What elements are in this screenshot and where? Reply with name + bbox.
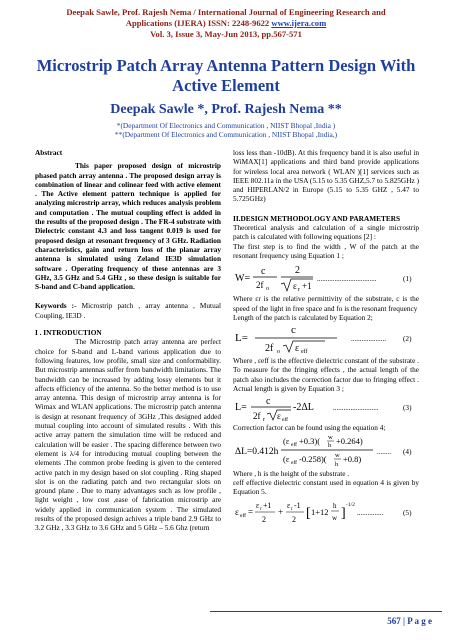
svg-text:+0.8): +0.8)	[343, 453, 362, 464]
eq1-number: (1)	[403, 274, 412, 284]
svg-text:[: [	[306, 505, 311, 521]
svg-text:........: ........	[377, 447, 391, 456]
svg-text:c: c	[291, 324, 296, 337]
keywords-label: Keywords :-	[35, 301, 77, 311]
svg-text:+: +	[278, 506, 284, 517]
svg-text:r: r	[260, 506, 262, 512]
equation-1-graphic	[233, 260, 419, 294]
equation-2	[233, 322, 419, 356]
correction-text: Correction factor can be found using the equation 4;	[233, 423, 386, 433]
page-number: 567 | P a g e	[387, 616, 432, 626]
svg-text:r: r	[291, 506, 293, 512]
svg-text:eff: eff	[291, 441, 298, 448]
abstract-text: This paper proposed design of microstrip phased patch array antenna . The proposed design array is combination of linear and colinear feed with active element . The Active element pattern technique is applied for analyzing microstrip array, which reduces analysis problem and computation . The mutual coupling effect is added in the results of the proposed design . The FR-4 substrate with Dielectric constant 4.3 and loss tangent 0.019 is used for proposed design at resonant frequency of 3 GHz. Radiation characteristics, gain and return loss of the planar array antenna is simulated using Zeland IE3D simulation software . Operating frequency of these antennas are 3 GHz, 3.5 GHz and 5.4 GHz , so these design is suitable for S-band and C-band application.	[35, 161, 221, 292]
svg-text:h: h	[333, 501, 337, 510]
svg-text:o: o	[266, 286, 269, 293]
journal-link[interactable]: www.ijera.com	[271, 18, 327, 28]
journal-header	[0, 7, 452, 40]
svg-text:ΔL=0.412h: ΔL=0.412h	[235, 446, 279, 457]
affiliation-1: *(Department Of Electronics and Communication , NIIST Bhopal ,India )	[116, 121, 336, 130]
svg-text:L=: L=	[235, 402, 247, 414]
svg-text:2: 2	[295, 265, 300, 277]
left-column	[35, 148, 221, 533]
keywords-text: Microstrip patch , array antenna , Mutual Coupling, IE3D .	[35, 301, 221, 320]
eq2-number: (2)	[403, 334, 412, 344]
intro-text: The Microstrip patch array antenna are perfect choice for S-band and L-band various application due to following features, low profile, small size and conformability. But microstrip antennas suffer from bandwidth limitations. The bandwidth can be increased by adding lossy elements but it affects efficiency of the antenna. So the better method is to use array antenna. This design of microstrip array antenna is for Wimax and WLAN applications. The microstrip patch antenna is design at resonant frequency of 3GHz ,This designed added mutual coupling into account of simulated results . With this active array pattern the simulation time will be reduced and calculation will be easier . The spacing difference between two element is λ/4 for introducing mutual coupling between the elements .The common probe feeding is given to the centered active patch in my design based on slot coupling . Ring shaped slot is on the radiating patch and two rectangular slots on ground plane . Due to many advantages such as low profile , light weight , low cost ,ease of fabrication microstrip are widely applied in communication system . The simulated results of the proposed design achives a triple band 2.9 GHz to 3.2 GHz , 3.3 GHz to 3.6 GHz and 5 GHz – 5.6 Ghz (return	[35, 337, 221, 533]
svg-text:(ε: (ε	[283, 453, 290, 464]
svg-text:2f: 2f	[265, 343, 274, 355]
eq5-number: (5)	[403, 507, 412, 517]
header-issn: Applications (IJERA) ISSN: 2248-9622	[125, 18, 270, 28]
svg-text:1+12: 1+12	[311, 506, 329, 517]
svg-text:w: w	[335, 451, 340, 459]
svg-text:c: c	[261, 266, 266, 278]
eq3-number: (3)	[403, 403, 412, 413]
svg-text:..............................: ..................................	[317, 275, 377, 284]
svg-text:-0.258)(: -0.258)(	[299, 453, 327, 464]
equation-5	[233, 497, 419, 527]
equation-4-graphic	[233, 433, 419, 469]
svg-text:=: =	[248, 506, 254, 517]
intro-heading: I . INTRODUCTION	[35, 328, 102, 338]
intro-continued: loss less than -10dB). At this frequency band it is also useful in WiMAX[1] applications and third band provide applications for wireless local area network ( WLAN )[1] services such as IEEE 802.11a in the USA (5.15 to 5.35 GHZ,5.7 to 5.825GHz ) and HIPERLAN/2 in Europe (5.15 to 5.35 GHZ , 5.47 to 5.725GHz)	[233, 148, 419, 204]
equation-3-graphic	[233, 393, 419, 423]
svg-text:+0.264): +0.264)	[336, 435, 363, 446]
svg-text:r: r	[263, 417, 265, 424]
svg-text:r: r	[298, 287, 300, 294]
svg-text:eff: eff	[282, 417, 289, 424]
abstract-heading: Abstract	[35, 148, 63, 157]
svg-text:+1: +1	[302, 281, 312, 292]
svg-text:ε: ε	[277, 411, 281, 422]
svg-text:2f: 2f	[253, 411, 261, 422]
svg-text:ε: ε	[295, 343, 300, 355]
svg-text:ε: ε	[235, 506, 239, 517]
right-column	[233, 148, 419, 527]
where-3: Where , h is the height of the substrate .	[233, 468, 350, 478]
svg-text:h: h	[335, 460, 339, 468]
equation-3	[233, 393, 419, 423]
footer-rule	[210, 611, 442, 612]
method-text-2: The first step is to find the width , W of the patch at the resonant frequency using Equation 1 ;	[233, 241, 419, 260]
paper-authors: Deepak Sawle *, Prof. Rajesh Nema **	[110, 102, 342, 117]
svg-text:(ε: (ε	[283, 435, 290, 446]
svg-text:-1: -1	[294, 500, 301, 510]
svg-text:eff: eff	[301, 349, 308, 356]
equation-1	[233, 260, 419, 294]
header-line-1: Deepak Sawle, Prof. Rajesh Nema / International Journal of Engineering Research and	[66, 7, 386, 17]
svg-text:-1/2: -1/2	[346, 501, 355, 508]
svg-text:2: 2	[292, 514, 296, 524]
where-2: Where , εeff is the effective dielectric constant of the substrate . To measure for the fringing effects , the actual length of the patch also includes the correction factor due to fringing effect . Actual length is given by Equation 3 ;	[233, 356, 419, 394]
affiliation-2: **(Department Of Electronics and Communication , NIIST Bhopal ,India,)	[114, 130, 338, 139]
header-line-3: Vol. 3, Issue 3, May-Jun 2013, pp.567-571	[150, 29, 302, 39]
svg-text:L=: L=	[235, 332, 248, 345]
svg-text:ε: ε	[256, 500, 260, 510]
svg-text:ε: ε	[287, 500, 291, 510]
svg-text:..........................: ..........................	[333, 404, 379, 413]
equation-4	[233, 433, 419, 469]
svg-text:w: w	[328, 433, 333, 441]
svg-text:....................: ....................	[351, 335, 386, 344]
header-line-2	[0, 18, 452, 29]
method-heading: II.DESIGN METHODOLOGY AND PARAMETERS	[233, 213, 401, 223]
svg-text:...............: ...............	[357, 508, 384, 517]
equation-5-graphic	[233, 497, 419, 527]
keywords	[35, 301, 221, 320]
svg-text:]: ]	[341, 505, 346, 521]
svg-text:eff: eff	[240, 512, 247, 519]
svg-text:W=: W=	[235, 273, 251, 285]
equation-2-graphic	[233, 322, 419, 356]
eq4-number: (4)	[403, 446, 412, 456]
svg-text:c: c	[266, 396, 271, 408]
svg-text:2f: 2f	[256, 280, 264, 291]
svg-text:+1: +1	[263, 500, 272, 510]
svg-text:w: w	[332, 513, 338, 522]
svg-text:2: 2	[262, 514, 266, 524]
svg-text:h: h	[328, 441, 332, 449]
svg-text:-2ΔL: -2ΔL	[293, 402, 314, 414]
paper-title: Microstrip Patch Array Antenna Pattern Design With Active Element	[36, 56, 416, 95]
where-4: εeff effective dielectric constant used in equation 4 is given by Equation 5.	[233, 477, 419, 497]
where-1: Where εr is the relative permittivity of the substrate, c is the speed of the light in free space and fo is the resonant frequency	[233, 294, 419, 313]
method-text: Theoretical analysis and calculation of a single microstrip patch is calculated with following equations [2] :	[233, 223, 419, 242]
svg-text:+0.3)(: +0.3)(	[299, 435, 321, 446]
length-text: Length of the patch is calculated by Equation 2;	[233, 312, 373, 322]
svg-text:o: o	[277, 349, 280, 356]
svg-text:ε: ε	[293, 281, 297, 292]
svg-text:eff: eff	[291, 459, 298, 466]
